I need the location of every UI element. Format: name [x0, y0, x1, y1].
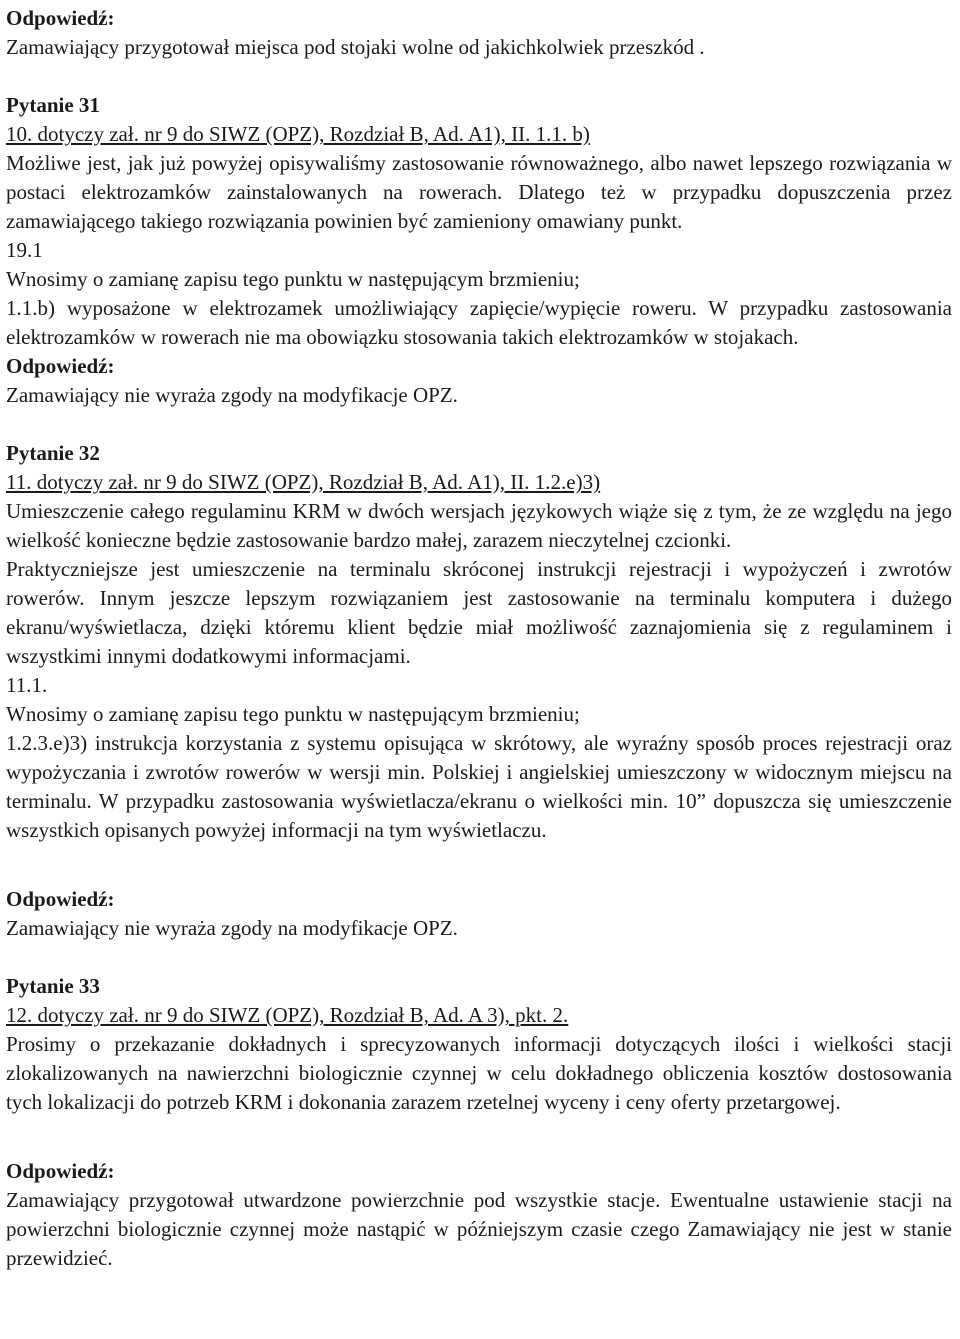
question-32-body-1: Umieszczenie całego regulaminu KRM w dwóch wersjach językowych wiąże się z tym, że ze względu na jego wielkość konieczne będzie zastosowanie bardzo małej, zarazem nieczytelnej czcionki. [6, 499, 952, 552]
question-32-title: Pytanie 32 [6, 441, 100, 465]
question-33-answer-heading: Odpowiedź: [6, 1159, 115, 1183]
answer-heading: Odpowiedź: [6, 6, 115, 30]
question-32-answer-heading: Odpowiedź: [6, 887, 115, 911]
question-31-number: 19.1 [6, 238, 43, 262]
question-33-title: Pytanie 33 [6, 974, 100, 998]
question-32-number: 11.1. [6, 673, 48, 697]
question-32-answer: Zamawiający nie wyraża zgody na modyfikacje OPZ. [6, 916, 458, 940]
question-32-request: Wnosimy o zamianę zapisu tego punktu w następującym brzmieniu; [6, 702, 580, 726]
question-31-reference: 10. dotyczy zał. nr 9 do SIWZ (OPZ), Rozdział B, Ad. A1), II. 1.1. b) [6, 122, 590, 146]
question-31-body: Możliwe jest, jak już powyżej opisywaliśmy zastosowanie równoważnego, albo nawet lepszego rozwiązania w postaci elektrozamków zainstalowanych na rowerach. Dlatego też w przypadku dopuszczenia przez zamawiającego takiego rozwiązania powinien być zamieniony omawiany punkt. [6, 151, 952, 233]
answer-text: Zamawiający przygotował miejsca pod stojaki wolne od jakichkolwiek przeszkód . [6, 35, 705, 59]
question-31-answer-heading: Odpowiedź: [6, 354, 115, 378]
question-33-reference: 12. dotyczy zał. nr 9 do SIWZ (OPZ), Rozdział B, Ad. A 3), pkt. 2. [6, 1003, 569, 1027]
question-31-title: Pytanie 31 [6, 93, 100, 117]
question-31-request: Wnosimy o zamianę zapisu tego punktu w następującym brzmieniu; [6, 267, 580, 291]
question-32-reference: 11. dotyczy zał. nr 9 do SIWZ (OPZ), Rozdział B, Ad. A1), II. 1.2.e)3) [6, 470, 601, 494]
question-33-body: Prosimy o przekazanie dokładnych i sprecyzowanych informacji dotyczących ilości i wielkości stacji zlokalizowanych na nawierzchni biologicznie czynnej w celu dokładnego obliczenia kosztów dostosowania tych lokalizacji do potrzeb KRM i dokonania zarazem rzetelnej wyceny i ceny oferty przetargowej. [6, 1032, 952, 1114]
question-31-answer: Zamawiający nie wyraża zgody na modyfikacje OPZ. [6, 383, 458, 407]
question-33-answer: Zamawiający przygotował utwardzone powierzchnie pod wszystkie stacje. Ewentualne ustawienie stacji na powierzchni biologicznie czynnej może nastąpić w późniejszym czasie czego Zamawiający nie jest w stanie przewidzieć. [6, 1188, 952, 1270]
question-32-proposal: 1.2.3.e)3) instrukcja korzystania z systemu opisująca w skrótowy, ale wyraźny sposób proces rejestracji oraz wypożyczania i zwrotów rowerów w wersji min. Polskiej i angielskiej umieszczony w widocznym miejscu na terminalu. W przypadku zastosowania wyświetlacza/ekranu o wielkości min. 10” dopuszcza się umieszczenie wszystkich opisanych powyżej informacji na tym wyświetlaczu. [6, 731, 952, 842]
question-31-proposal: 1.1.b) wyposażone w elektrozamek umożliwiający zapięcie/wypięcie roweru. W przypadku zastosowania elektrozamków w rowerach nie ma obowiązku stosowania takich elektrozamków w stojakach. [6, 296, 952, 349]
question-32-body-2: Praktyczniejsze jest umieszczenie na terminalu skróconej instrukcji rejestracji i wypożyczeń i zwrotów rowerów. Innym jeszcze lepszym rozwiązaniem jest zastosowanie na terminalu komputera i dużego ekranu/wyświetlacza, dzięki któremu klient będzie miał możliwość zaznajomienia się z regulaminem i wszystkimi innymi dodatkowymi informacjami. [6, 557, 952, 668]
